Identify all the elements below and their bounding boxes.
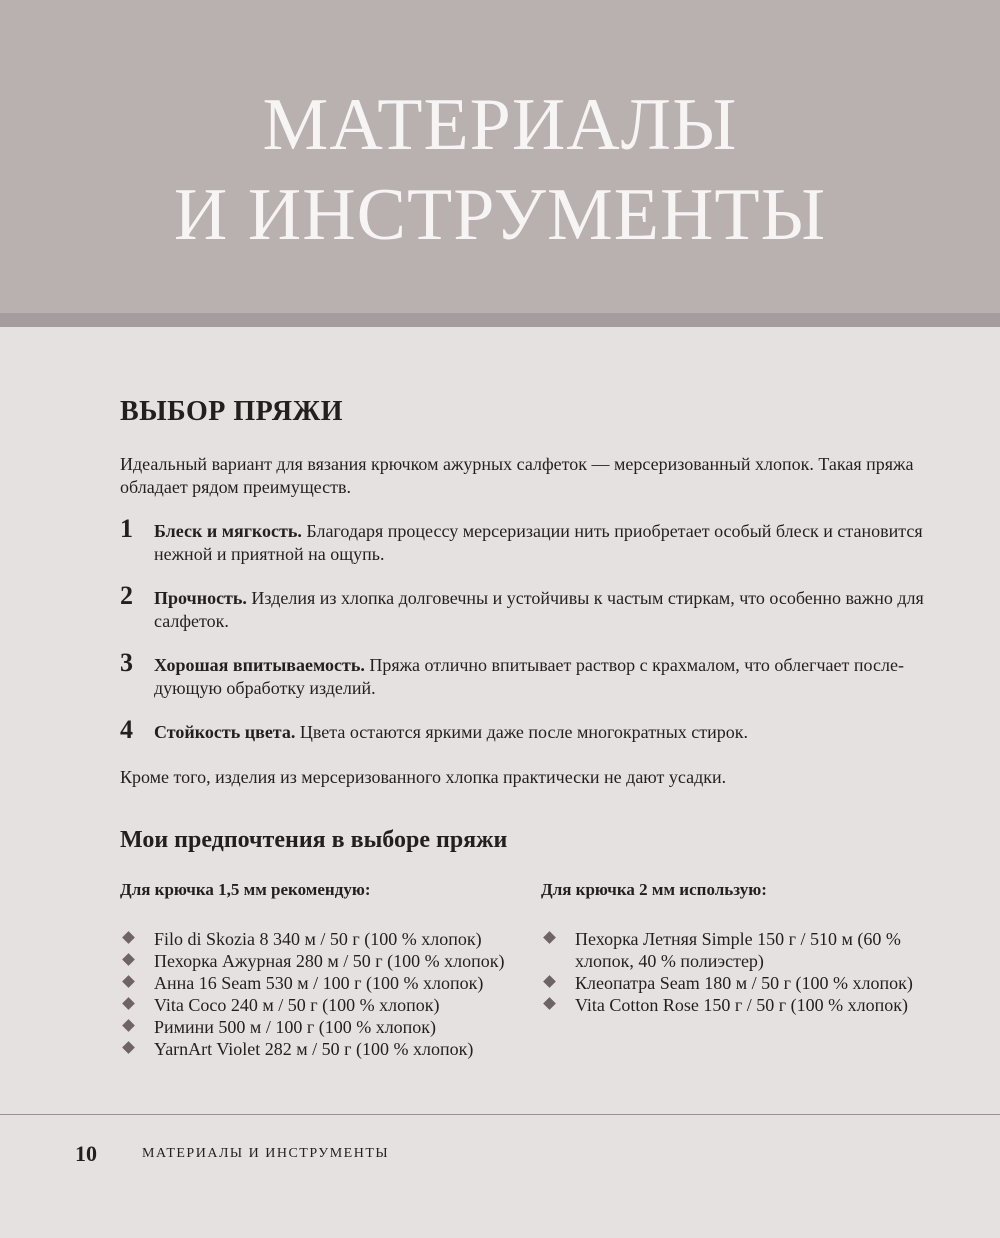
item-description: Изделия из хлопка долговечны и устойчивы к частым стиркам, что особенно важно для салфеток. bbox=[154, 588, 924, 631]
numbered-item bbox=[120, 715, 940, 744]
diamond-bullet-icon bbox=[543, 975, 556, 988]
diamond-bullet-icon bbox=[122, 953, 135, 966]
list-item-text: Пехорка Ажурная 280 м / 50 г (100 % хлопок) bbox=[154, 951, 505, 971]
footer-divider bbox=[0, 1114, 1000, 1115]
list-item-text: Vita Coco 240 м / 50 г (100 % хлопок) bbox=[154, 995, 440, 1015]
diamond-bullet-icon bbox=[122, 1019, 135, 1032]
list-item bbox=[541, 972, 961, 994]
item-description: Пряжа отлично впитывает раствор с крахмалом, что облегчает последующую обработку изделий. bbox=[154, 655, 904, 698]
list-item-text: Vita Cotton Rose 150 г / 50 г (100 % хлопок) bbox=[575, 995, 909, 1015]
item-term: Прочность. bbox=[154, 588, 247, 608]
list-item bbox=[120, 950, 520, 972]
list-item bbox=[541, 994, 961, 1016]
page-title-line-2: И ИНСТРУМЕНТЫ bbox=[173, 174, 827, 256]
diamond-bullet-icon bbox=[122, 997, 135, 1010]
list-item-text: Анна 16 Seam 530 м / 100 г (100 % хлопок) bbox=[154, 973, 484, 993]
outro-paragraph: Кроме того, изделия из мерсеризованного хлопка практически не дают усадки. bbox=[120, 767, 727, 787]
item-term: Блеск и мягкость. bbox=[154, 521, 302, 541]
left-yarn-list bbox=[120, 928, 520, 1060]
item-number: 1 bbox=[120, 514, 133, 543]
list-item bbox=[120, 928, 520, 950]
item-number: 3 bbox=[120, 648, 133, 677]
list-item bbox=[120, 972, 520, 994]
section-title: ВЫБОР ПРЯЖИ bbox=[120, 396, 344, 427]
numbered-item bbox=[120, 648, 940, 700]
list-item bbox=[120, 994, 520, 1016]
right-yarn-list bbox=[541, 928, 961, 1016]
page-number: 10 bbox=[75, 1141, 97, 1166]
item-term: Стойкость цвета. bbox=[154, 722, 296, 742]
diamond-bullet-icon bbox=[122, 1041, 135, 1054]
left-column-heading: Для крючка 1,5 мм рекомендую: bbox=[120, 880, 371, 899]
item-description: Цвета остаются яркими даже после многократных стирок. bbox=[299, 722, 749, 742]
item-description: Благодаря процессу мерсеризации нить приобретает особый блеск и становится нежной и приятной на ощупь. bbox=[154, 521, 923, 564]
intro-paragraph: Идеальный вариант для вязания крючком ажурных салфеток — мерсеризованный хлопок. Такая пряжа обладает рядом преимуществ. bbox=[120, 454, 914, 497]
item-number: 4 bbox=[120, 715, 133, 744]
running-head: МАТЕРИАЛЫ И ИНСТРУМЕНТЫ bbox=[142, 1146, 390, 1161]
right-column-heading: Для крючка 2 мм использую: bbox=[541, 880, 767, 899]
numbered-item bbox=[120, 581, 940, 633]
page-title-line-1: МАТЕРИАЛЫ bbox=[262, 84, 738, 166]
numbered-item bbox=[120, 514, 940, 566]
list-item bbox=[120, 1016, 520, 1038]
list-item-text: Пехорка Летняя Simple 150 г / 510 м (60 % хлопок, 40 % полиэстер) bbox=[575, 929, 901, 971]
header-divider bbox=[0, 313, 1000, 327]
diamond-bullet-icon bbox=[122, 975, 135, 988]
preferences-right-column bbox=[541, 880, 961, 1016]
list-item-text: Римини 500 м / 100 г (100 % хлопок) bbox=[154, 1017, 437, 1037]
diamond-bullet-icon bbox=[543, 997, 556, 1010]
preferences-title: Мои предпочтения в выборе пряжи bbox=[120, 827, 508, 853]
item-term: Хорошая впитываемость. bbox=[154, 655, 365, 675]
preferences-left-column bbox=[120, 880, 520, 1060]
item-number: 2 bbox=[120, 581, 133, 610]
diamond-bullet-icon bbox=[543, 931, 556, 944]
list-item bbox=[120, 1038, 520, 1060]
list-item bbox=[541, 928, 961, 972]
list-item-text: YarnArt Violet 282 м / 50 г (100 % хлопок) bbox=[154, 1039, 474, 1059]
list-item-text: Клеопатра Seam 180 м / 50 г (100 % хлопок) bbox=[575, 973, 913, 993]
page-title bbox=[0, 80, 1000, 260]
list-item-text: Filo di Skozia 8 340 м / 50 г (100 % хлопок) bbox=[154, 929, 482, 949]
diamond-bullet-icon bbox=[122, 931, 135, 944]
